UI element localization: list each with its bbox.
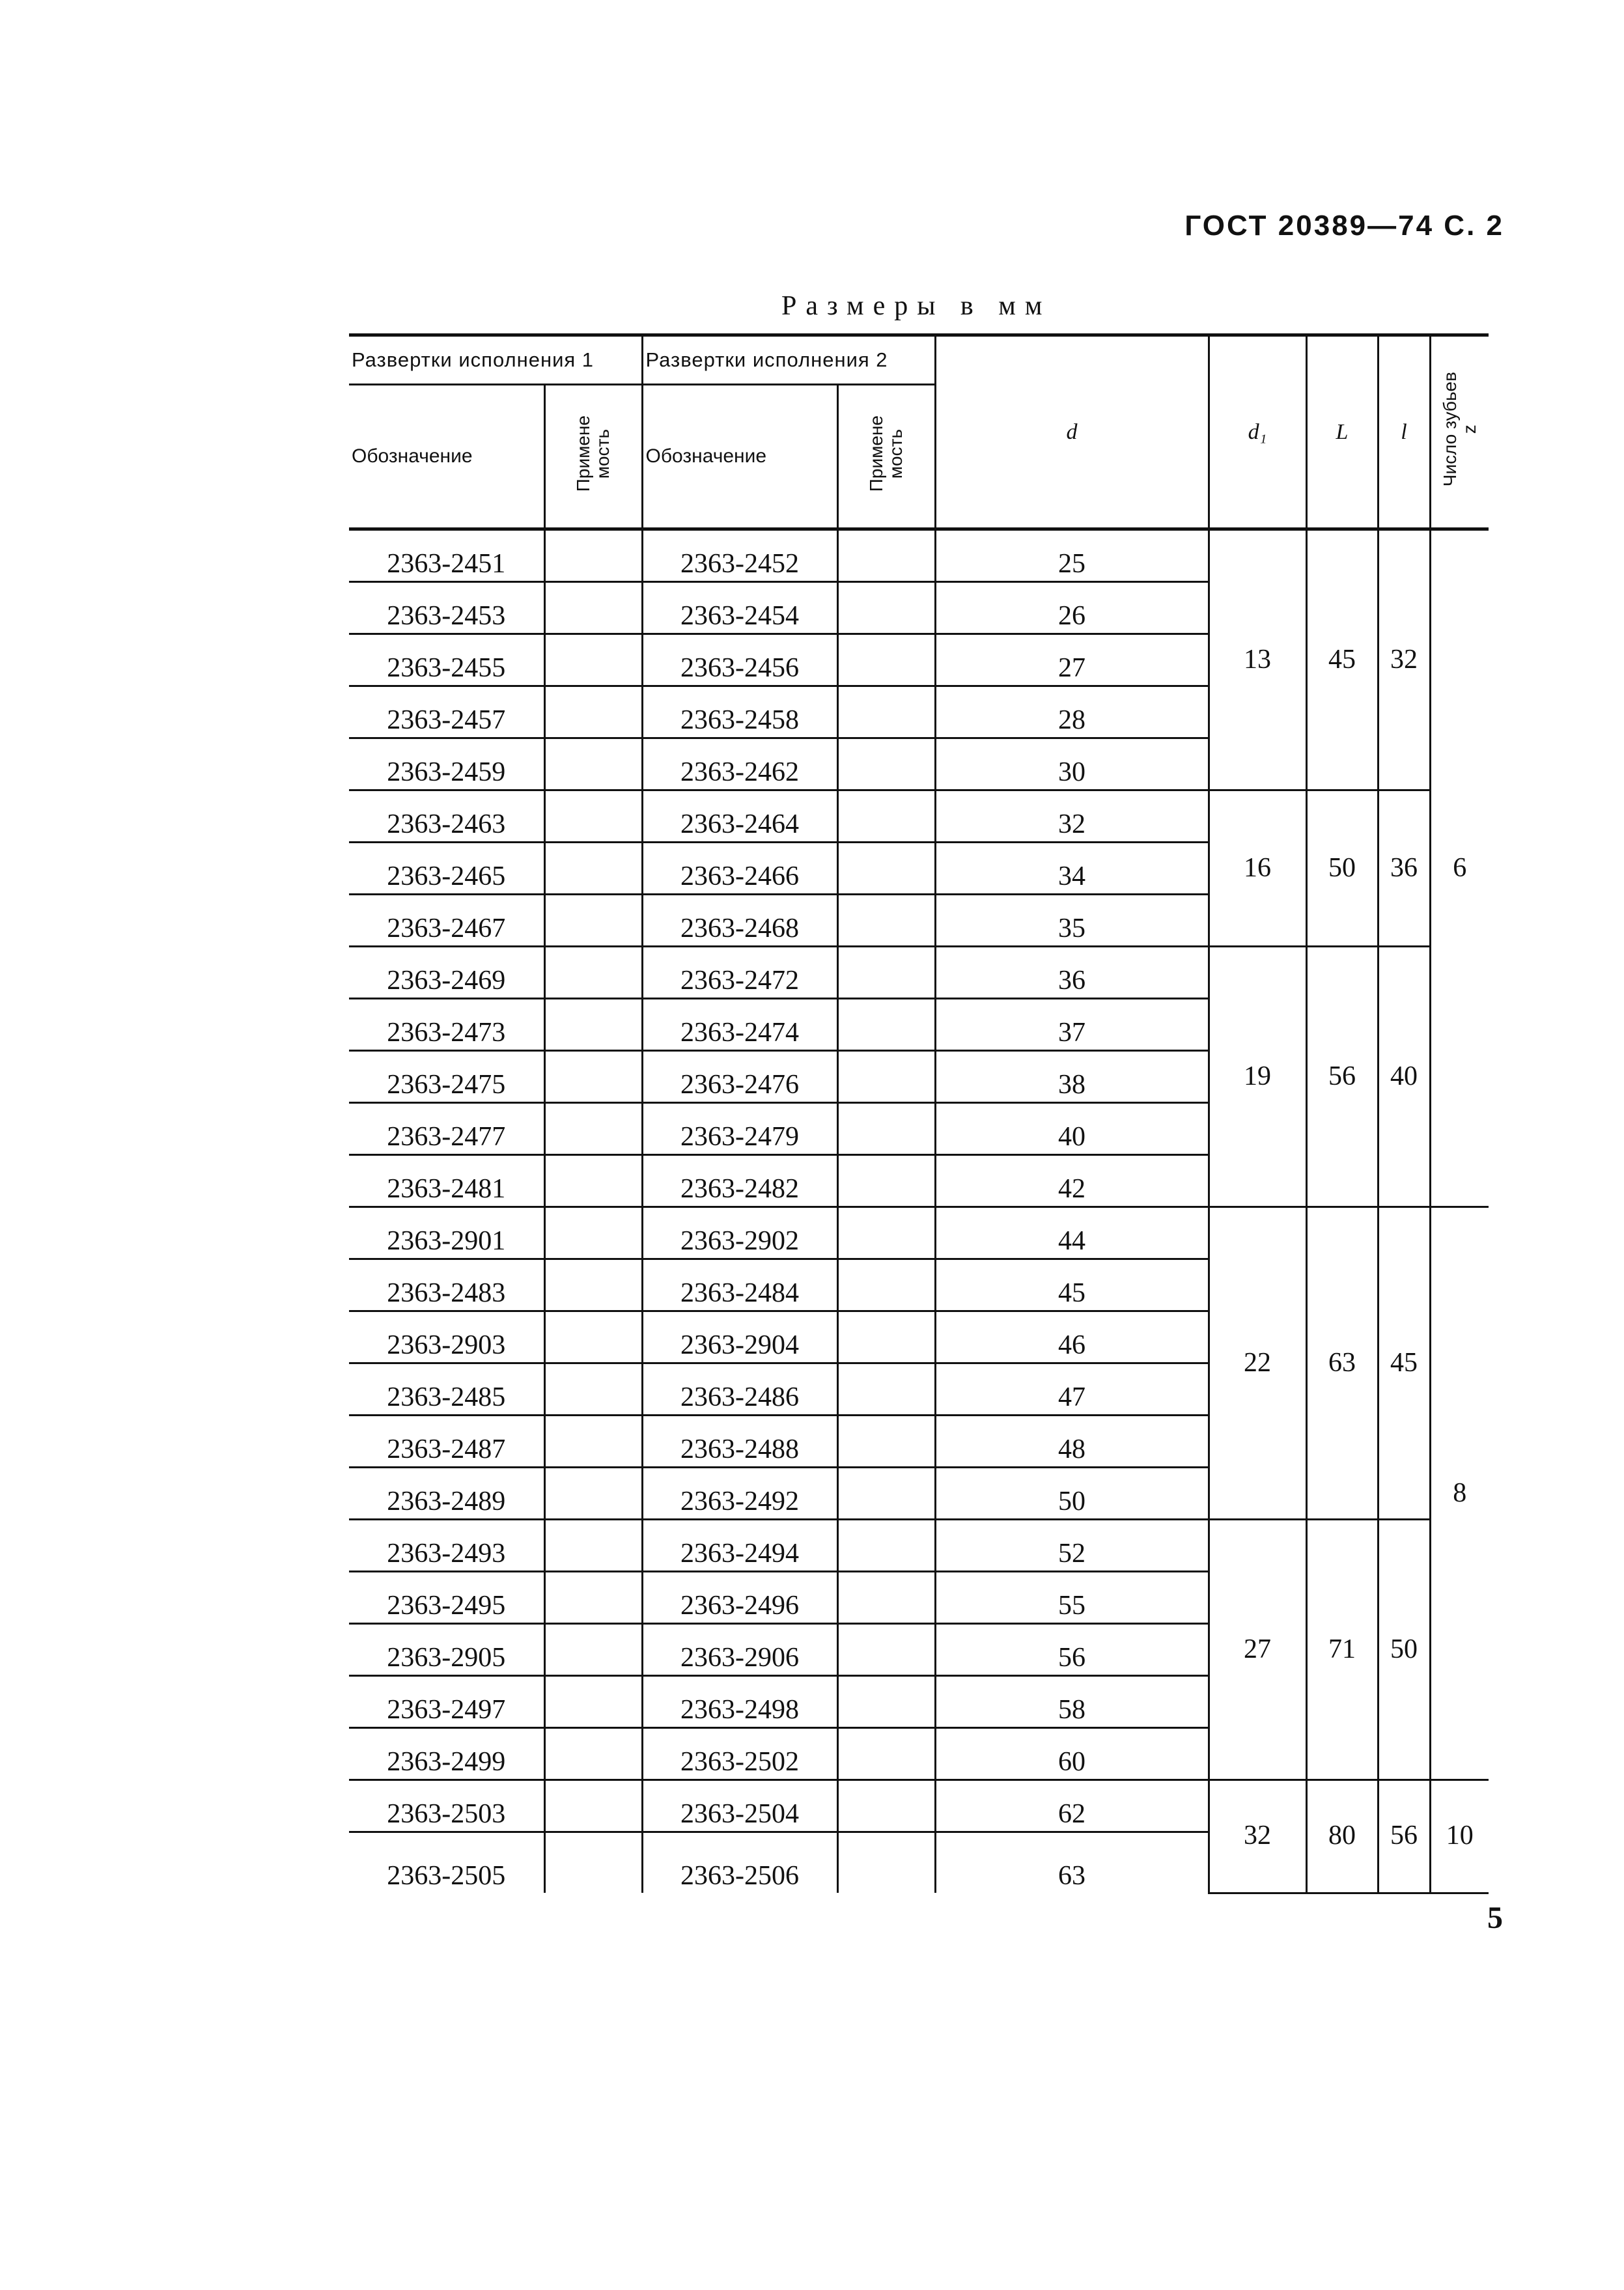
teeth-cell: 6 bbox=[1430, 529, 1489, 1207]
d1-cell: 32 bbox=[1209, 1780, 1306, 1893]
col-l-header: l bbox=[1378, 335, 1430, 529]
col-teeth-header bbox=[1430, 335, 1489, 529]
col-d-header: d bbox=[935, 335, 1209, 529]
designation-1-cell: 2363-2495 bbox=[349, 1572, 544, 1624]
designation-2-cell: 2363-2504 bbox=[642, 1780, 837, 1832]
applicability-2-cell bbox=[837, 634, 935, 686]
designation-1-cell: 2363-2457 bbox=[349, 686, 544, 738]
d-cell: 47 bbox=[935, 1363, 1209, 1416]
l-cell: 32 bbox=[1378, 529, 1430, 790]
designation1-header: Обозначение bbox=[349, 385, 544, 529]
l-cell: 50 bbox=[1378, 1520, 1430, 1780]
l-cell: 40 bbox=[1378, 947, 1430, 1207]
applicability-1-cell bbox=[544, 843, 642, 895]
applicability-2-cell bbox=[837, 686, 935, 738]
col-L-header: L bbox=[1306, 335, 1378, 529]
d1-cell: 19 bbox=[1209, 947, 1306, 1207]
designation-2-cell: 2363-2496 bbox=[642, 1572, 837, 1624]
designation2-header: Обозначение bbox=[642, 385, 837, 529]
designation-2-cell: 2363-2498 bbox=[642, 1676, 837, 1728]
designation-1-cell: 2363-2453 bbox=[349, 582, 544, 634]
units-caption: Размеры в мм bbox=[781, 291, 1052, 321]
d-cell: 38 bbox=[935, 1051, 1209, 1103]
designation-2-cell: 2363-2472 bbox=[642, 947, 837, 999]
d1-cell: 13 bbox=[1209, 529, 1306, 790]
applicability-1-cell bbox=[544, 1416, 642, 1468]
d-cell: 52 bbox=[935, 1520, 1209, 1572]
applicability-2-cell bbox=[837, 1207, 935, 1259]
d1-cell: 27 bbox=[1209, 1520, 1306, 1780]
designation-1-cell: 2363-2487 bbox=[349, 1416, 544, 1468]
teeth-cell: 10 bbox=[1430, 1780, 1489, 1893]
d-cell: 58 bbox=[935, 1676, 1209, 1728]
designation-1-cell: 2363-2905 bbox=[349, 1624, 544, 1676]
d-cell: 27 bbox=[935, 634, 1209, 686]
applicability-2-cell bbox=[837, 843, 935, 895]
applicability-2-cell bbox=[837, 1363, 935, 1416]
d-cell: 63 bbox=[935, 1832, 1209, 1893]
d-cell: 46 bbox=[935, 1311, 1209, 1363]
applicability-2-cell bbox=[837, 895, 935, 947]
applicability-1-cell bbox=[544, 1207, 642, 1259]
table-row bbox=[349, 790, 1489, 843]
applicability-1-cell bbox=[544, 1259, 642, 1311]
designation-2-cell: 2363-2494 bbox=[642, 1520, 837, 1572]
l-cell: 36 bbox=[1378, 790, 1430, 947]
designation-2-cell: 2363-2456 bbox=[642, 634, 837, 686]
designation-1-cell: 2363-2481 bbox=[349, 1155, 544, 1207]
group1-header: Развертки исполнения 1 bbox=[349, 335, 642, 385]
L-cell: 63 bbox=[1306, 1207, 1378, 1520]
applicability-2-cell bbox=[837, 999, 935, 1051]
l-cell: 56 bbox=[1378, 1780, 1430, 1893]
L-cell: 56 bbox=[1306, 947, 1378, 1207]
applicability-2-cell bbox=[837, 1259, 935, 1311]
applicability-1-cell bbox=[544, 582, 642, 634]
d-cell: 48 bbox=[935, 1416, 1209, 1468]
applicability-2-cell bbox=[837, 1051, 935, 1103]
applicability-1-cell bbox=[544, 790, 642, 843]
d1-cell: 16 bbox=[1209, 790, 1306, 947]
designation-1-cell: 2363-2901 bbox=[349, 1207, 544, 1259]
d-cell: 55 bbox=[935, 1572, 1209, 1624]
L-cell: 80 bbox=[1306, 1780, 1378, 1893]
applicability-2-cell bbox=[837, 1155, 935, 1207]
designation-1-cell: 2363-2485 bbox=[349, 1363, 544, 1416]
designation-1-cell: 2363-2477 bbox=[349, 1103, 544, 1155]
designation-2-cell: 2363-2506 bbox=[642, 1832, 837, 1893]
applicability-1-cell bbox=[544, 1572, 642, 1624]
applicability-1-cell bbox=[544, 1624, 642, 1676]
L-cell: 45 bbox=[1306, 529, 1378, 790]
applicability-2-cell bbox=[837, 790, 935, 843]
designation-2-cell: 2363-2466 bbox=[642, 843, 837, 895]
d-cell: 28 bbox=[935, 686, 1209, 738]
applicability-2-cell bbox=[837, 1676, 935, 1728]
designation-2-cell: 2363-2484 bbox=[642, 1259, 837, 1311]
applicability-1-cell bbox=[544, 999, 642, 1051]
d-cell: 56 bbox=[935, 1624, 1209, 1676]
d-cell: 40 bbox=[935, 1103, 1209, 1155]
d-cell: 60 bbox=[935, 1728, 1209, 1780]
d-cell: 36 bbox=[935, 947, 1209, 999]
designation-2-cell: 2363-2904 bbox=[642, 1311, 837, 1363]
l-cell: 45 bbox=[1378, 1207, 1430, 1520]
group2-header: Развертки исполнения 2 bbox=[642, 335, 935, 385]
designation-2-cell: 2363-2482 bbox=[642, 1155, 837, 1207]
designation-1-cell: 2363-2469 bbox=[349, 947, 544, 999]
table-body bbox=[349, 529, 1489, 1893]
designation-2-cell: 2363-2468 bbox=[642, 895, 837, 947]
designation-2-cell: 2363-2502 bbox=[642, 1728, 837, 1780]
teeth-cell: 8 bbox=[1430, 1207, 1489, 1780]
designation-1-cell: 2363-2483 bbox=[349, 1259, 544, 1311]
d-cell: 37 bbox=[935, 999, 1209, 1051]
designation-2-cell: 2363-2488 bbox=[642, 1416, 837, 1468]
designation-2-cell: 2363-2906 bbox=[642, 1624, 837, 1676]
applicability-1-cell bbox=[544, 1051, 642, 1103]
applicability-1-cell bbox=[544, 634, 642, 686]
applicability-2-cell bbox=[837, 1624, 935, 1676]
applicability1-header bbox=[544, 385, 642, 529]
applicability-2-cell bbox=[837, 1728, 935, 1780]
applicability-1-cell bbox=[544, 947, 642, 999]
designation-2-cell: 2363-2492 bbox=[642, 1468, 837, 1520]
designation-1-cell: 2363-2503 bbox=[349, 1780, 544, 1832]
applicability-2-cell bbox=[837, 1468, 935, 1520]
applicability-1-cell bbox=[544, 1155, 642, 1207]
designation-1-cell: 2363-2493 bbox=[349, 1520, 544, 1572]
page-number: 5 bbox=[1487, 1901, 1503, 1935]
designation-2-cell: 2363-2452 bbox=[642, 529, 837, 582]
d1-cell: 22 bbox=[1209, 1207, 1306, 1520]
applicability-1-cell bbox=[544, 738, 642, 790]
applicability-2-cell bbox=[837, 1520, 935, 1572]
designation-1-cell: 2363-2903 bbox=[349, 1311, 544, 1363]
applicability-2-cell bbox=[837, 1103, 935, 1155]
standard-header: ГОСТ 20389—74 С. 2 bbox=[1184, 210, 1504, 242]
designation-1-cell: 2363-2475 bbox=[349, 1051, 544, 1103]
applicability-2-cell bbox=[837, 582, 935, 634]
applicability1-label: Примене мость bbox=[573, 415, 613, 492]
designation-2-cell: 2363-2486 bbox=[642, 1363, 837, 1416]
d-cell: 42 bbox=[935, 1155, 1209, 1207]
applicability-1-cell bbox=[544, 686, 642, 738]
applicability-1-cell bbox=[544, 1103, 642, 1155]
designation-1-cell: 2363-2451 bbox=[349, 529, 544, 582]
designation-1-cell: 2363-2459 bbox=[349, 738, 544, 790]
designation-1-cell: 2363-2467 bbox=[349, 895, 544, 947]
applicability-1-cell bbox=[544, 1311, 642, 1363]
applicability-1-cell bbox=[544, 1363, 642, 1416]
d-cell: 25 bbox=[935, 529, 1209, 582]
applicability-1-cell bbox=[544, 1676, 642, 1728]
designation-2-cell: 2363-2902 bbox=[642, 1207, 837, 1259]
col-d1-header: d₁ bbox=[1209, 335, 1306, 529]
table-row bbox=[349, 947, 1489, 999]
col-teeth-label: Число зубьев z bbox=[1439, 372, 1479, 487]
applicability-1-cell bbox=[544, 1780, 642, 1832]
reamer-dimensions-table bbox=[349, 333, 1489, 1894]
designation-1-cell: 2363-2499 bbox=[349, 1728, 544, 1780]
designation-2-cell: 2363-2454 bbox=[642, 582, 837, 634]
designation-1-cell: 2363-2463 bbox=[349, 790, 544, 843]
designation-1-cell: 2363-2465 bbox=[349, 843, 544, 895]
applicability-2-cell bbox=[837, 1832, 935, 1893]
applicability-2-cell bbox=[837, 1780, 935, 1832]
designation-1-cell: 2363-2505 bbox=[349, 1832, 544, 1893]
designation-1-cell: 2363-2455 bbox=[349, 634, 544, 686]
applicability-2-cell bbox=[837, 529, 935, 582]
d-cell: 45 bbox=[935, 1259, 1209, 1311]
applicability-2-cell bbox=[837, 947, 935, 999]
d-cell: 26 bbox=[935, 582, 1209, 634]
applicability-2-cell bbox=[837, 1572, 935, 1624]
applicability-1-cell bbox=[544, 1520, 642, 1572]
d-cell: 32 bbox=[935, 790, 1209, 843]
applicability-2-cell bbox=[837, 738, 935, 790]
applicability-1-cell bbox=[544, 1468, 642, 1520]
applicability2-header bbox=[837, 385, 935, 529]
d-cell: 35 bbox=[935, 895, 1209, 947]
table-row bbox=[349, 1780, 1489, 1832]
designation-1-cell: 2363-2489 bbox=[349, 1468, 544, 1520]
designation-2-cell: 2363-2476 bbox=[642, 1051, 837, 1103]
L-cell: 50 bbox=[1306, 790, 1378, 947]
designation-2-cell: 2363-2474 bbox=[642, 999, 837, 1051]
applicability-1-cell bbox=[544, 1728, 642, 1780]
d-cell: 44 bbox=[935, 1207, 1209, 1259]
d-cell: 62 bbox=[935, 1780, 1209, 1832]
L-cell: 71 bbox=[1306, 1520, 1378, 1780]
applicability-1-cell bbox=[544, 895, 642, 947]
d-cell: 30 bbox=[935, 738, 1209, 790]
table-row bbox=[349, 1207, 1489, 1259]
designation-1-cell: 2363-2473 bbox=[349, 999, 544, 1051]
table-row bbox=[349, 1520, 1489, 1572]
applicability-2-cell bbox=[837, 1311, 935, 1363]
designation-2-cell: 2363-2462 bbox=[642, 738, 837, 790]
designation-2-cell: 2363-2479 bbox=[642, 1103, 837, 1155]
table-row bbox=[349, 529, 1489, 582]
applicability-1-cell bbox=[544, 529, 642, 582]
d-cell: 50 bbox=[935, 1468, 1209, 1520]
applicability-1-cell bbox=[544, 1832, 642, 1893]
designation-2-cell: 2363-2458 bbox=[642, 686, 837, 738]
designation-1-cell: 2363-2497 bbox=[349, 1676, 544, 1728]
designation-2-cell: 2363-2464 bbox=[642, 790, 837, 843]
d-cell: 34 bbox=[935, 843, 1209, 895]
applicability-2-cell bbox=[837, 1416, 935, 1468]
applicability2-label: Примене мость bbox=[866, 415, 906, 492]
